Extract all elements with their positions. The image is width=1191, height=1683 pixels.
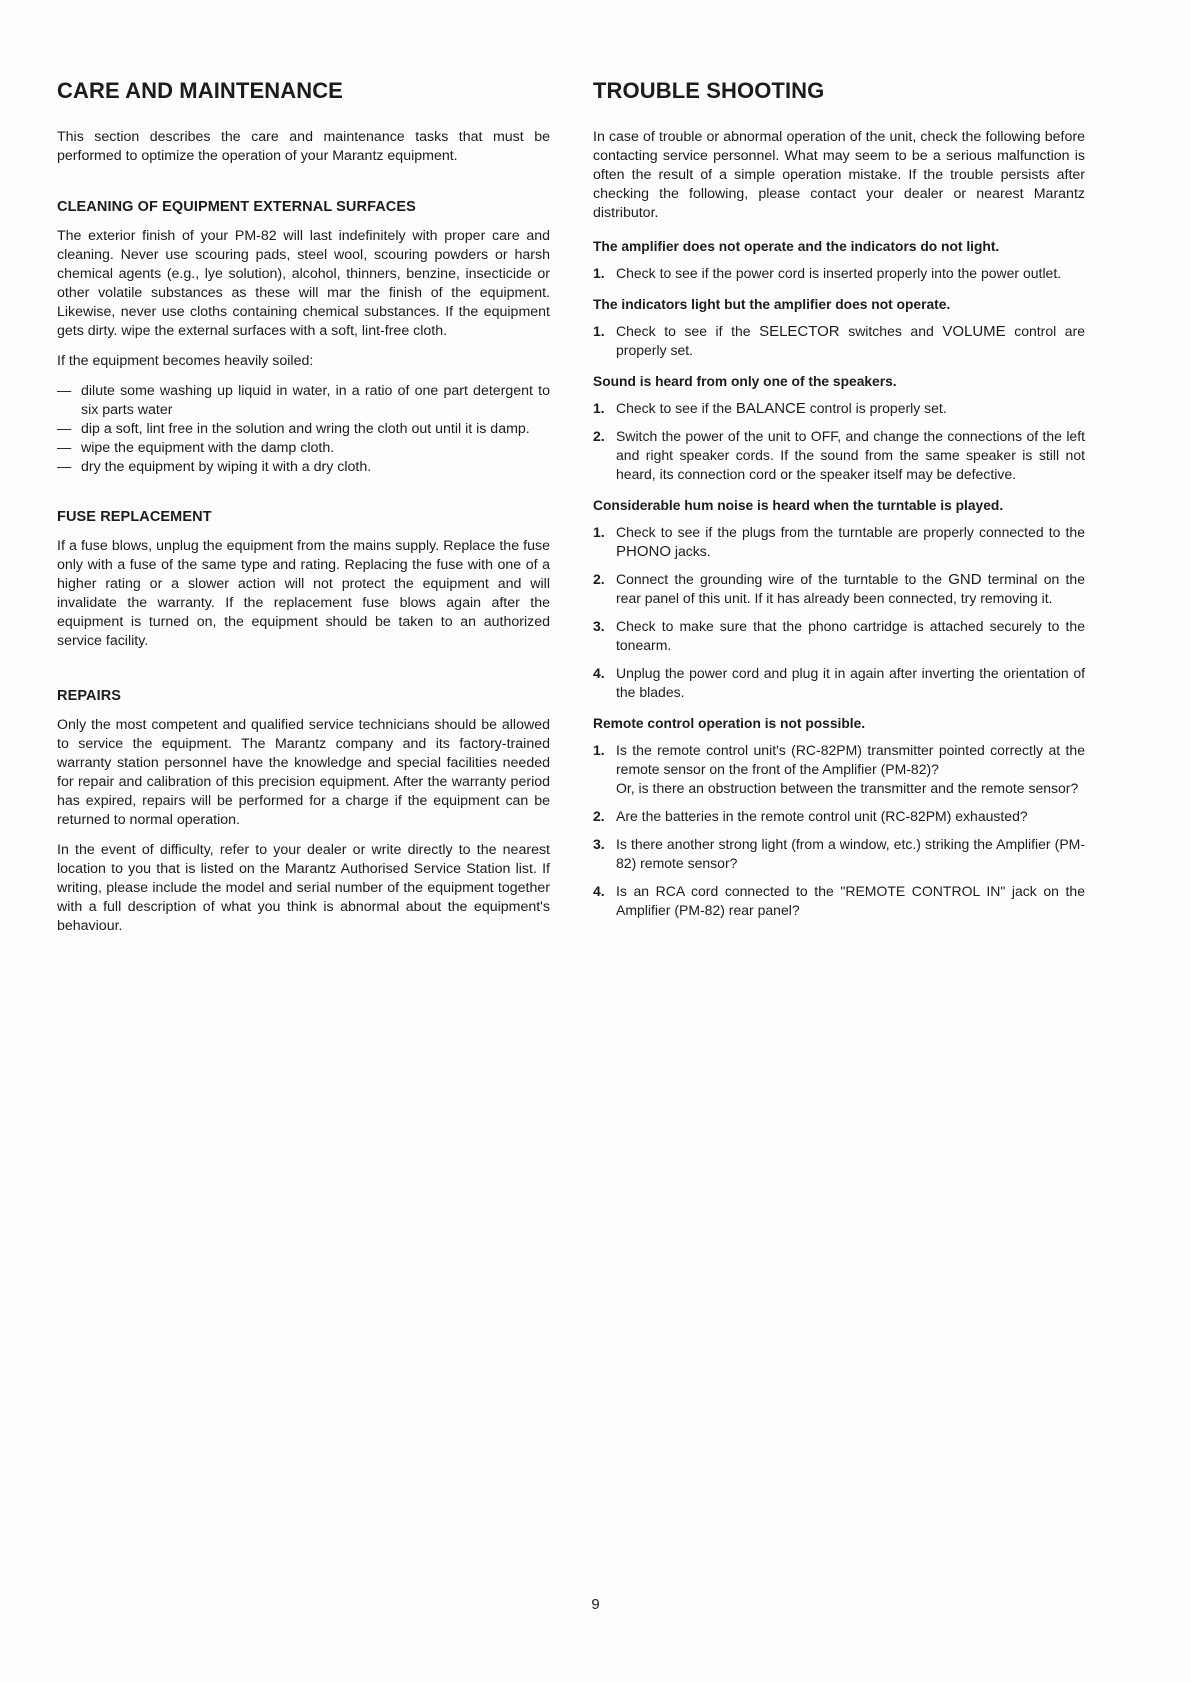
list-item: — dip a soft, lint free in the solution and wring the cloth out until it is damp. [57,421,530,437]
list-item: 3. Check to make sure that the phono cartridge is attached securely to the tonearm. [593,618,1085,653]
list-item: 1. Check to see if the plugs from the turntable are properly connected to the PHONO jacks. [593,524,1085,560]
cleaning-para2: If the equipment becomes heavily soiled: [57,353,314,369]
list-item: 3. Is there another strong light (from a window, etc.) striking the Amplifier (PM-82) remote sensor? [593,836,1085,871]
steps-list [593,523,1085,702]
care-maintenance-column [57,78,550,947]
steps-list [593,322,1085,360]
list-item: 2. Are the batteries in the remote control unit (RC-82PM) exhausted? [593,808,1028,824]
steps-list [593,741,1085,920]
care-maintenance-title: CARE AND MAINTENANCE [57,78,343,103]
trouble-shooting-title: TROUBLE SHOOTING [593,78,825,103]
list-item: — dry the equipment by wiping it with a dry cloth. [57,459,372,475]
steps-list [593,264,1085,283]
steps-list [593,399,1085,484]
care-intro: This section describes the care and maintenance tasks that must be performed to optimize the operation of your Marantz equipment. [57,129,550,164]
list-item: 1. Check to see if the BALANCE control is properly set. [593,400,947,417]
cleaning-para1: The exterior finish of your PM-82 will last indefinitely with proper care and cleaning. Never use scouring pads, steel wool, scouring powders or harsh chemical agents (e.g., lye solution), alcohol, thinners, benzine, insecticide or other volatile substances as these will mar the finish of the equipment. Likewise, never use cloths containing chemical substances. If the equipment gets dirty. wipe the external surfaces with a soft, lint-free cloth. [57,228,550,339]
list-item: 4. Unplug the power cord and plug it in again after inverting the orientation of the blades. [593,665,1085,700]
trouble-shooting-column [593,78,1085,934]
symptom-heading: Remote control operation is not possible. [593,716,866,731]
list-item: 1. Is the remote control unit's (RC-82PM) transmitter pointed correctly at the remote sensor on the front of the Amplifier (PM-82)? Or, is there an obstruction between the transmitter and the remote sensor? [593,742,1085,796]
repairs-heading: REPAIRS [57,688,122,704]
list-item: — dilute some washing up liquid in water, in a ratio of one part detergent to six parts water [57,383,550,418]
list-item: 1. Check to see if the SELECTOR switches and VOLUME control are properly set. [593,323,1085,358]
list-item: 1. Check to see if the power cord is inserted properly into the power outlet. [593,265,1062,281]
list-item: 4. Is an RCA cord connected to the "REMOTE CONTROL IN" jack on the Amplifier (PM-82) rear panel? [593,883,1085,918]
repairs-para2: In the event of difficulty, refer to your dealer or write directly to the nearest location to you that is listed on the Marantz Authorised Service Station list. If writing, please include the model and serial number of the equipment together with a full description of what you think is abnormal about the equipment's behaviour. [57,842,550,934]
fuse-heading: FUSE REPLACEMENT [57,509,212,525]
cleaning-heading: CLEANING OF EQUIPMENT EXTERNAL SURFACES [57,199,416,215]
symptom-heading: The amplifier does not operate and the indicators do not light. [593,239,1000,254]
symptom-heading: Considerable hum noise is heard when the turntable is played. [593,498,1004,513]
symptom-heading: Sound is heard from only one of the speakers. [593,374,897,389]
symptom-heading: The indicators light but the amplifier does not operate. [593,297,951,312]
cleaning-list [57,382,550,477]
page-number: 9 [591,1596,600,1613]
repairs-para1: Only the most competent and qualified service technicians should be allowed to service the equipment. The Marantz company and its factory-trained warranty station personnel have the knowledge and special facilities needed for repair and calibration of this precision equipment. After the warranty period has expired, repairs will be performed for a charge if the equipment can be returned to normal operation. [57,717,550,828]
trouble-intro: In case of trouble or abnormal operation of the unit, check the following before contacting service personnel. What may seem to be a serious malfunction is often the result of a simple operation mistake. If the trouble persists after checking the following, please contact your dealer or nearest Marantz distributor. [593,129,1085,221]
list-item: 2. Switch the power of the unit to OFF, and change the connections of the left and right speaker cords. If the sound from the same speaker is still not heard, its connection cord or the speaker itself may be defective. [593,428,1085,482]
fuse-para: If a fuse blows, unplug the equipment from the mains supply. Replace the fuse only with a fuse of the same type and rating. Replacing the fuse with one of a higher rating or a slower action will not protect the equipment and will invalidate the warranty. If the replacement fuse blows again after the equipment is turned on, the equipment should be taken to an authorized service facility. [57,538,550,649]
list-item: — wipe the equipment with the damp cloth. [57,440,335,456]
list-item: 2. Connect the grounding wire of the turntable to the GND terminal on the rear panel of this unit. If it has already been connected, try removing it. [593,571,1085,606]
